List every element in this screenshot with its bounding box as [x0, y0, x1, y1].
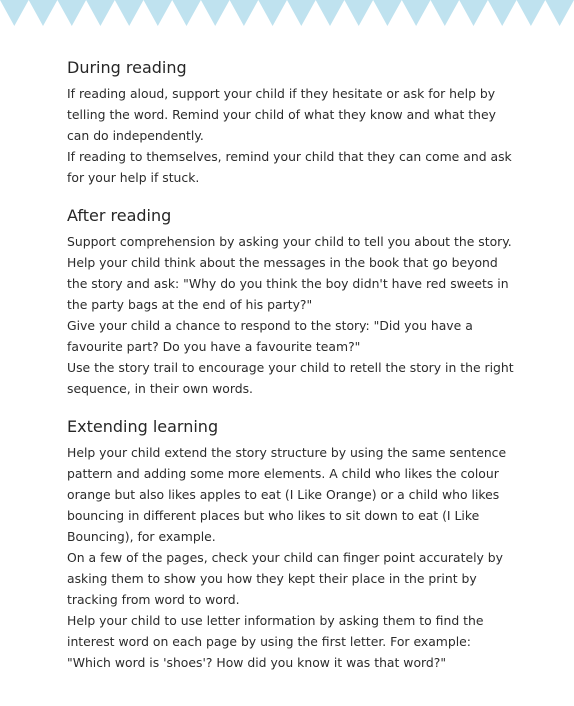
- section-extending-learning: [67, 417, 517, 673]
- paragraph: Use the story trail to encourage your child to retell the story in the right sequence, in their own words.: [67, 360, 514, 396]
- paragraph: On a few of the pages, check your child can finger point accurately by asking them to show you how they kept their place in the print by tracking from word to word.: [67, 550, 504, 607]
- section-heading: After reading: [67, 206, 172, 225]
- section-heading: Extending learning: [67, 417, 219, 436]
- section-after-reading: [67, 206, 517, 399]
- paragraph: Give your child a chance to respond to the story: "Did you have a favourite part? Do you have a favourite team?": [67, 318, 473, 354]
- guidance-notes: [67, 58, 517, 691]
- paragraph: Help your child to use letter information by asking them to find the interest word on each page by using the first letter. For example: "Which word is 'shoes'? How did you know it was that word?": [67, 613, 484, 670]
- section-during-reading: [67, 58, 517, 188]
- paragraph: If reading aloud, support your child if they hesitate or ask for help by telling the word. Remind your child of what they know and what they can do independently.: [67, 86, 496, 143]
- paragraph: If reading to themselves, remind your child that they can come and ask for your help if stuck.: [67, 149, 512, 185]
- paragraph: Support comprehension by asking your child to tell you about the story. Help your child think about the messages in the book that go beyond the story and ask: "Why do you think the boy didn't have red sweets in the party bags at the end of his party?": [67, 234, 512, 312]
- paragraph: Help your child extend the story structure by using the same sentence pattern and adding some more elements. A child who likes the colour orange but also likes apples to eat (I Like Orange) or a child who likes bouncing in different places but who likes to sit down to eat (I Like Bouncing), for example.: [67, 445, 507, 544]
- zigzag-border-decoration: [0, 0, 574, 26]
- section-heading: During reading: [67, 58, 187, 77]
